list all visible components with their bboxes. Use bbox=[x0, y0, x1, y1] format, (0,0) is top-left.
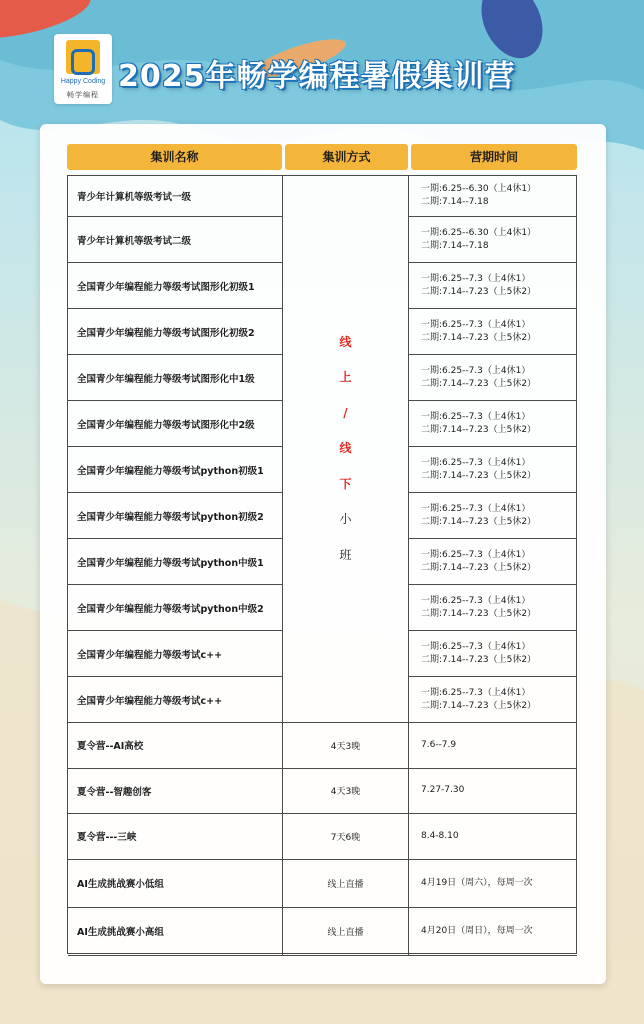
training-mode-char: 上 bbox=[339, 370, 352, 385]
training-mode-char: 线 bbox=[339, 441, 352, 456]
header-training-mode: 集训方式 bbox=[285, 144, 408, 170]
camp-period-line: 一期:6.25--7.3（上4休1） bbox=[421, 549, 531, 560]
camp-period-cell bbox=[409, 217, 577, 263]
course-name-cell: 全国青少年编程能力等级考试图形化中2级 bbox=[68, 401, 283, 447]
header-course-name: 集训名称 bbox=[67, 144, 282, 170]
camp-period-cell bbox=[409, 263, 577, 309]
training-mode-cell: 4天3晚 bbox=[283, 723, 409, 769]
training-mode-char: 小 bbox=[339, 512, 352, 527]
schedule-table bbox=[67, 175, 577, 954]
camp-period-line: 一期:6.25--7.3（上4休1） bbox=[421, 595, 531, 606]
course-name-cell: 全国青少年编程能力等级考试图形化初级2 bbox=[68, 309, 283, 355]
camp-period-line: 4月19日（周六），每周一次 bbox=[421, 877, 533, 888]
course-name-cell: AI生成挑战赛小高组 bbox=[68, 908, 283, 956]
camp-period-cell bbox=[409, 860, 577, 908]
camp-period-cell bbox=[409, 493, 577, 539]
schedule-card bbox=[40, 124, 606, 984]
training-mode-char: / bbox=[343, 405, 348, 420]
training-mode-cell: 线上直播 bbox=[283, 908, 409, 956]
course-name-cell: 青少年计算机等级考试一级 bbox=[68, 176, 283, 217]
camp-period-line: 二期:7.14--7.23（上5休2） bbox=[421, 608, 537, 619]
camp-period-cell bbox=[409, 539, 577, 585]
camp-period-line: 一期:6.25--7.3（上4休1） bbox=[421, 503, 531, 514]
course-name-cell: 全国青少年编程能力等级考试图形化中1级 bbox=[68, 355, 283, 401]
camp-period-line: 二期:7.14--7.23（上5休2） bbox=[421, 470, 537, 481]
camp-period-cell bbox=[409, 677, 577, 723]
camp-period-line: 一期:6.25--6.30（上4休1） bbox=[421, 227, 537, 238]
training-mode-char: 班 bbox=[339, 547, 352, 562]
camp-period-cell bbox=[409, 723, 577, 769]
header-camp-period: 营期时间 bbox=[411, 144, 577, 170]
camp-period-cell bbox=[409, 585, 577, 631]
training-mode-char: 下 bbox=[339, 476, 352, 491]
course-name-cell: 全国青少年编程能力等级考试图形化初级1 bbox=[68, 263, 283, 309]
course-name-cell: 全国青少年编程能力等级考试c++ bbox=[68, 631, 283, 677]
camp-period-cell bbox=[409, 631, 577, 677]
camp-period-line: 二期:7.14--7.23（上5休2） bbox=[421, 424, 537, 435]
camp-period-line: 一期:6.25--7.3（上4休1） bbox=[421, 687, 531, 698]
camp-period-line: 二期:7.14--7.18 bbox=[421, 197, 489, 207]
camp-period-line: 二期:7.14--7.23（上5休2） bbox=[421, 700, 537, 711]
course-name-cell: 青少年计算机等级考试二级 bbox=[68, 217, 283, 263]
camp-period-line: 二期:7.14--7.23（上5休2） bbox=[421, 286, 537, 297]
camp-period-cell bbox=[409, 814, 577, 860]
logo-english-text: Happy Coding bbox=[60, 78, 106, 85]
course-name-cell: AI生成挑战赛小低组 bbox=[68, 860, 283, 908]
course-name-cell: 全国青少年编程能力等级考试python初级1 bbox=[68, 447, 283, 493]
camp-period-line: 二期:7.14--7.23（上5休2） bbox=[421, 654, 537, 665]
camp-period-cell bbox=[409, 355, 577, 401]
camp-period-cell bbox=[409, 769, 577, 815]
camp-period-cell bbox=[409, 401, 577, 447]
training-mode-cell: 7天6晚 bbox=[283, 814, 409, 860]
camp-period-line: 一期:6.25--7.3（上4休1） bbox=[421, 319, 531, 330]
camp-period-cell bbox=[409, 309, 577, 355]
camp-period-line: 一期:6.25--7.3（上4休1） bbox=[421, 411, 531, 422]
course-name-cell: 全国青少年编程能力等级考试python初级2 bbox=[68, 493, 283, 539]
camp-period-line: 8.4-8.10 bbox=[421, 830, 459, 841]
camp-period-line: 7.6--7.9 bbox=[421, 739, 457, 750]
course-name-cell: 夏令营--智趣创客 bbox=[68, 769, 283, 815]
course-name-cell: 全国青少年编程能力等级考试python中级2 bbox=[68, 585, 283, 631]
training-mode-cell: 4天3晚 bbox=[283, 769, 409, 815]
camp-period-cell bbox=[409, 908, 577, 956]
camp-period-line: 二期:7.14--7.23（上5休2） bbox=[421, 516, 537, 527]
course-name-cell: 夏令营---三峡 bbox=[68, 814, 283, 860]
training-mode-char: 线 bbox=[339, 334, 352, 349]
course-name-cell: 全国青少年编程能力等级考试c++ bbox=[68, 677, 283, 723]
camp-period-cell bbox=[409, 447, 577, 493]
camp-period-line: 二期:7.14--7.23（上5休2） bbox=[421, 562, 537, 573]
page-title: 2025年畅学编程暑假集训营 bbox=[118, 59, 516, 94]
camp-period-line: 一期:6.25--7.3（上4休1） bbox=[421, 457, 531, 468]
camp-period-line: 一期:6.25--7.3（上4休1） bbox=[421, 365, 531, 376]
training-mode-cell: 线上直播 bbox=[283, 860, 409, 908]
camp-period-line: 一期:6.25--7.3（上4休1） bbox=[421, 641, 531, 652]
camp-period-line: 二期:7.14--7.23（上5休2） bbox=[421, 332, 537, 343]
camp-period-line: 4月20日（周日），每周一次 bbox=[421, 925, 533, 936]
merged-training-mode-cell bbox=[283, 176, 409, 723]
hand-cursor-icon bbox=[66, 40, 100, 74]
brand-logo bbox=[54, 34, 112, 104]
camp-period-cell bbox=[409, 176, 577, 217]
camp-period-line: 二期:7.14--7.18 bbox=[421, 240, 489, 251]
camp-period-line: 二期:7.14--7.23（上5休2） bbox=[421, 378, 537, 389]
course-name-cell: 全国青少年编程能力等级考试python中级1 bbox=[68, 539, 283, 585]
camp-period-line: 一期:6.25--6.30（上4休1） bbox=[421, 184, 537, 194]
course-name-cell: 夏令营--AI高校 bbox=[68, 723, 283, 769]
logo-chinese-text: 畅学编程 bbox=[67, 91, 99, 99]
camp-period-line: 一期:6.25--7.3（上4休1） bbox=[421, 273, 531, 284]
camp-period-line: 7.27-7.30 bbox=[421, 785, 465, 796]
